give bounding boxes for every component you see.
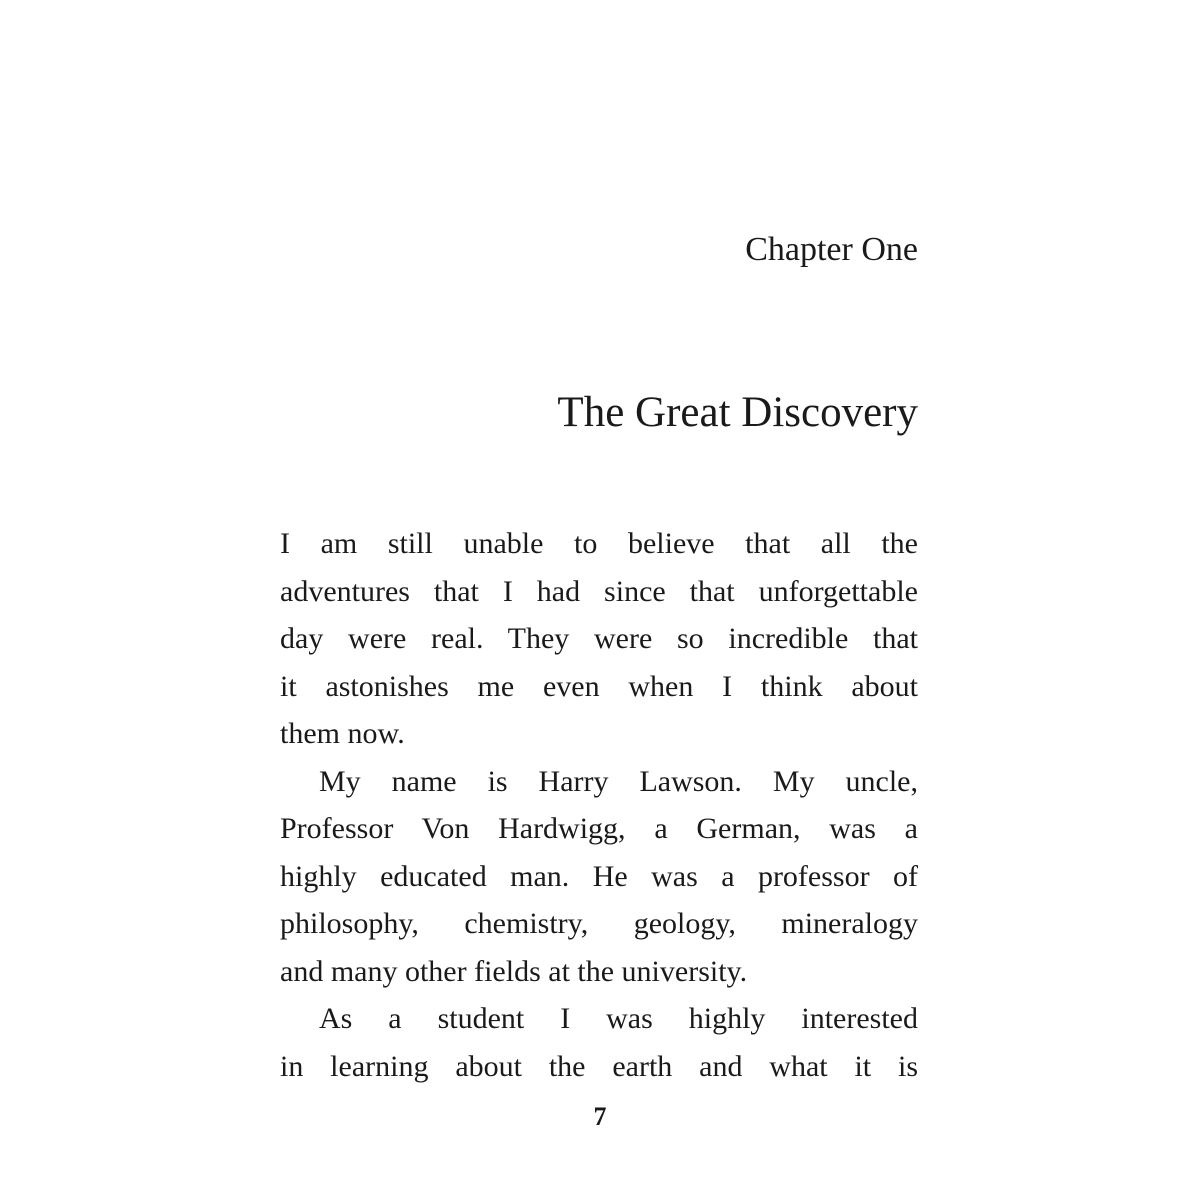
body-text (280, 520, 918, 1090)
page-number: 7 (593, 1102, 607, 1131)
text-line: highly educated man. He was a professor of (280, 859, 918, 893)
text-line: My name is Harry Lawson. My uncle, (319, 764, 918, 798)
text-line: them now. (280, 717, 405, 750)
text-line: it astonishes me even when I think about (280, 669, 918, 703)
text-line: As a student I was highly interested (319, 1002, 918, 1035)
chapter-label: Chapter One (745, 231, 918, 268)
text-line: in learning about the earth and what it is (280, 1049, 918, 1083)
text-line: and many other fields at the university. (280, 954, 748, 988)
text-line: philosophy, chemistry, geology, mineralogy (280, 907, 918, 940)
chapter-title: The Great Discovery (557, 389, 918, 436)
text-line: I am still unable to believe that all the (280, 527, 918, 560)
text-line: Professor Von Hardwigg, a German, was a (280, 812, 918, 845)
text-line: day were real. They were so incredible that (280, 622, 918, 655)
text-line: adventures that I had since that unforgettable (280, 574, 918, 608)
